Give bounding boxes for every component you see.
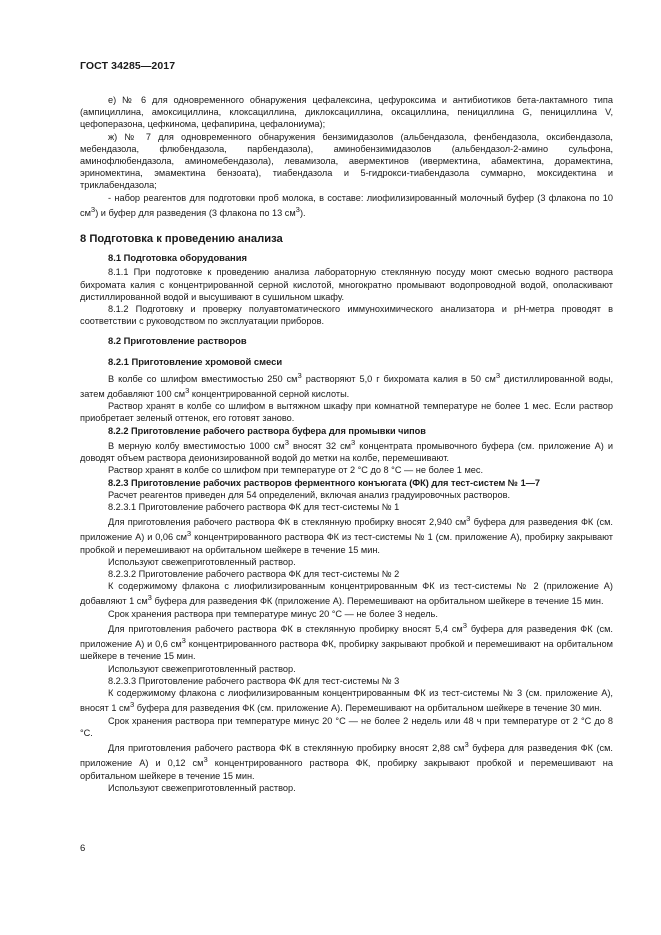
paragraph-8-2-3-3-d: Используют свежеприготовленный раствор. [108,782,296,793]
document-header: ГОСТ 34285—2017 [80,60,176,72]
section-8-2-3-2-title: 8.2.3.2 Приготовление рабочего раствора ФК для тест-системы № 2 [108,569,400,580]
paragraph-8-2-3-2-a: К содержимому флакона с лиофилизированным концентрированным ФК из тест-системы № 2 (приложение А) добавляют 1 $см^3$ буфера для разведения ФК (приложение А). Перемешивают на орбитальном шейкере в течение 15 мин. [80,581,613,607]
section-8-title: 8 Подготовка к проведению анализа [80,233,283,246]
paragraph-8-2-1-b: Раствор хранят в колбе со шлифом в вытяжном шкафу при комнатной температуре не более 1 мес. Если раствор приобретает зеленый оттенок, его готовят заново. [80,401,613,424]
paragraph-8-1-1: 8.1.1 При подготовке к проведению анализа лабораторную стеклянную посуду моют смесью водного раствора бихромата калия с концентрированной серной кислотой, многократно промывают водопроводной водой, ополаскивают дистиллированной водой и высушивают в сушильном шкафу. [80,267,613,302]
paragraph-sample-kit: - набор реагентов для подготовки проб молока, в составе: лиофилизированный молочный буфер (3 флакона по 10 $см^3$) и буфер для разведения (3 флакона по 13 $см^3$). [80,192,613,218]
paragraph-item-e: е) № 6 для одновременного обнаружения цефалексина, цефуроксима и антибиотиков бета-лактамного типа (ампициллина, амоксициллина, клоксациллина, диклоксациллина, оксациллина, пенициллина G, пенициллина V, цефоперазона, цефкинома, цефапирина, цефалониума); [80,95,613,130]
paragraph-8-2-3-2-d: Используют свежеприготовленный раствор. [108,663,296,674]
paragraph-8-2-3-a: Расчет реагентов приведен для 54 определений, включая анализ градуировочных растворов. [108,489,511,500]
section-8-2-2-title: 8.2.2 Приготовление рабочего раствора буфера для промывки чипов [108,425,426,436]
paragraph-8-2-3-2-c: Для приготовления рабочего раствора ФК в стеклянную пробирку вносят 5,4 $см^3$ буфера для разведения ФК (см. приложение А) и 0,6 $см^3$ концентрированного раствора ФК, пробирку закрывают пробкой и перемешивают на орбитальном шейкере в течение 15 мин. [80,620,613,662]
section-8-2-title: 8.2 Приготовление растворов [108,335,247,347]
document-body [80,94,613,794]
paragraph-8-1-2: 8.1.2 Подготовку и проверку полуавтоматического иммунохимического анализатора и pH-метра проводят в соответствии с руководством по эксплуатации приборов. [80,303,613,327]
paragraph-8-2-3-3-c: Для приготовления рабочего раствора ФК в стеклянную пробирку вносят 2,88 $см^3$ буфера для разведения ФК (см. приложение А) и 0,12 $см^3$ концентрированного раствора ФК, пробирку закрывают пробкой и перемешивают на орбитальном шейкере в течение 15 мин. [80,739,613,781]
paragraph-8-2-3-3-a: К содержимому флакона с лиофилизированным концентрированным ФК из тест-системы № 3 (см. приложение А), вносят 1 $см^3$ буфера для разведения ФК (см. приложение А). Перемешивают на орбитальном шейкере в течение 30 мин. [80,688,613,714]
paragraph-8-2-3-2-b: Срок хранения раствора при температуре минус 20 °С — не более 3 недель. [108,608,438,619]
paragraph-8-2-2-a: В мерную колбу вместимостью 1000 $см^3$ вносят 32 $см^3$ концентрата промывочного буфера (см. приложение А) и доводят объем раствора деионизированной водой до метки на колбе, перемешивают. [80,437,613,464]
section-8-2-3-1-title: 8.2.3.1 Приготовление рабочего раствора ФК для тест-системы № 1 [108,501,400,512]
section-8-2-1-title: 8.2.1 Приготовление хромовой смеси [108,355,283,367]
section-8-2-3-3-title: 8.2.3.3 Приготовление рабочего раствора ФК для тест-системы № 3 [108,675,400,686]
section-8-1-title: 8.1 Подготовка оборудования [108,252,247,264]
page-number: 6 [80,843,86,854]
paragraph-8-2-2-b: Раствор хранят в колбе со шлифом при температуре от 2 °С до 8 °С — не более 1 мес. [108,465,484,476]
paragraph-8-2-3-1-a: Для приготовления рабочего раствора ФК в стеклянную пробирку вносят 2,940 $см^3$ буфера для разведения ФК (см. приложение А) и 0,06 $см^3$ концентрированного раствора ФК из тест-системы № 1 (см. приложение А), пробирку закрывают пробкой и перемешивают на орбитальном шейкере в течение 15 мин. [80,514,613,555]
paragraph-8-2-3-3-b: Срок хранения раствора при температуре минус 20 °С — не более 2 недель или 48 ч при температуре от 2 °С до 8 °С. [80,715,613,738]
paragraph-8-2-3-1-b: Используют свежеприготовленный раствор. [108,556,296,567]
section-8-2-3-title: 8.2.3 Приготовление рабочих растворов ферментного конъюгата (ФК) для тест-систем № 1—7 [108,477,541,488]
paragraph-8-2-1-a: В колбе со шлифом вместимостью 250 $см^3$ растворяют 5,0 г бихромата калия в 50 $см^3$ дистиллированной воды, затем добавляют 100 $см^3$ концентрированной серной кислоты. [80,370,613,400]
paragraph-item-zh: ж) № 7 для одновременного обнаружения бензимидазолов (альбендазола, фенбендазола, оксибендазола, мебендазола, флюбендазола, парбендазола), аминобензимидазолов (альбендазол-2-амино сульфона, аминофлюбендазола, аминомебендазола), левамизола, авермектинов (ивермектина, абамектина, дорамектина, эриномектина, эмамектина бензоата), тиабендазола и 5-гидрокси-тиабендазола суммарно, моксидектина и триклабендазола; [80,131,613,191]
